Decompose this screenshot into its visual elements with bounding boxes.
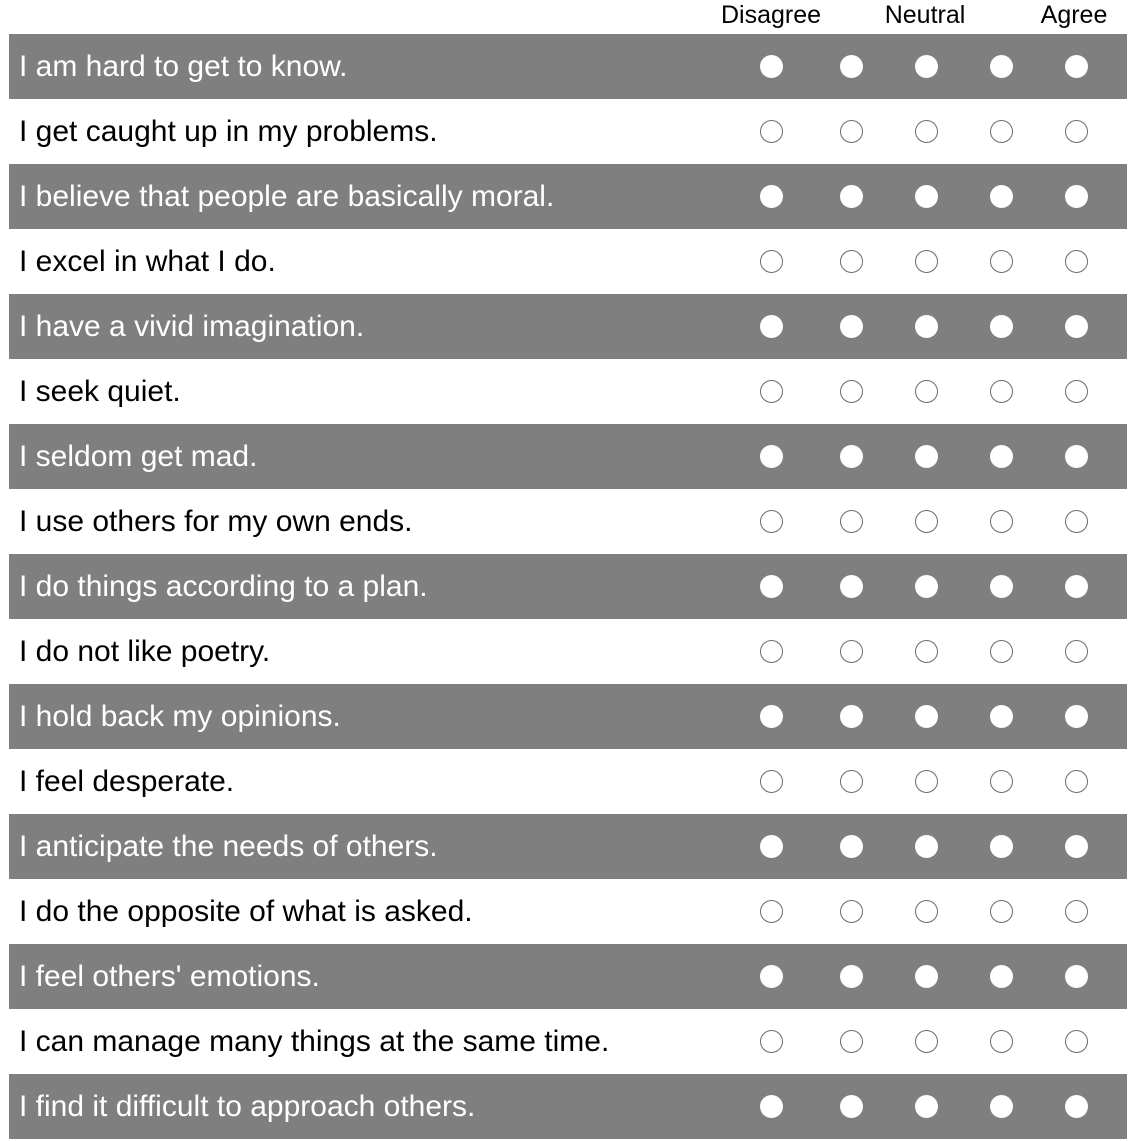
radio-option-5[interactable] <box>1065 445 1088 468</box>
radio-option-2[interactable] <box>840 55 863 78</box>
radio-option-5[interactable] <box>1065 510 1088 533</box>
radio-option-1[interactable] <box>760 445 783 468</box>
radio-option-4[interactable] <box>990 640 1013 663</box>
question-text: I do the opposite of what is asked. <box>19 895 473 928</box>
question-row <box>9 229 1127 294</box>
radio-option-1[interactable] <box>760 640 783 663</box>
radio-option-3[interactable] <box>915 380 938 403</box>
radio-option-5[interactable] <box>1065 1095 1088 1118</box>
question-row <box>9 814 1127 879</box>
question-row <box>9 164 1127 229</box>
question-text: I anticipate the needs of others. <box>19 830 438 863</box>
radio-option-5[interactable] <box>1065 900 1088 923</box>
radio-option-5[interactable] <box>1065 835 1088 858</box>
radio-option-4[interactable] <box>990 835 1013 858</box>
radio-option-2[interactable] <box>840 900 863 923</box>
radio-option-2[interactable] <box>840 770 863 793</box>
radio-option-5[interactable] <box>1065 705 1088 728</box>
radio-option-1[interactable] <box>760 250 783 273</box>
question-row <box>9 619 1127 684</box>
question-text: I hold back my opinions. <box>19 700 341 733</box>
radio-option-1[interactable] <box>760 120 783 143</box>
radio-option-3[interactable] <box>915 705 938 728</box>
scale-label-neutral: Neutral <box>884 1 966 29</box>
question-row <box>9 879 1127 944</box>
radio-option-2[interactable] <box>840 1030 863 1053</box>
radio-option-1[interactable] <box>760 835 783 858</box>
radio-option-2[interactable] <box>840 1095 863 1118</box>
radio-option-3[interactable] <box>915 900 938 923</box>
radio-option-3[interactable] <box>915 835 938 858</box>
radio-option-4[interactable] <box>990 575 1013 598</box>
question-text: I believe that people are basically moral. <box>19 180 555 213</box>
radio-option-3[interactable] <box>915 640 938 663</box>
radio-option-3[interactable] <box>915 965 938 988</box>
radio-option-4[interactable] <box>990 445 1013 468</box>
radio-option-3[interactable] <box>915 55 938 78</box>
radio-option-4[interactable] <box>990 380 1013 403</box>
radio-option-1[interactable] <box>760 900 783 923</box>
radio-option-2[interactable] <box>840 835 863 858</box>
radio-option-4[interactable] <box>990 770 1013 793</box>
radio-option-5[interactable] <box>1065 380 1088 403</box>
radio-option-2[interactable] <box>840 185 863 208</box>
radio-option-5[interactable] <box>1065 55 1088 78</box>
question-text: I get caught up in my problems. <box>19 115 438 148</box>
radio-option-1[interactable] <box>760 965 783 988</box>
radio-option-3[interactable] <box>915 185 938 208</box>
radio-option-2[interactable] <box>840 705 863 728</box>
question-text: I seldom get mad. <box>19 440 258 473</box>
question-text: I do things according to a plan. <box>19 570 428 603</box>
radio-option-2[interactable] <box>840 120 863 143</box>
radio-option-3[interactable] <box>915 250 938 273</box>
radio-option-2[interactable] <box>840 380 863 403</box>
radio-option-5[interactable] <box>1065 250 1088 273</box>
radio-option-5[interactable] <box>1065 120 1088 143</box>
radio-option-3[interactable] <box>915 120 938 143</box>
radio-option-3[interactable] <box>915 575 938 598</box>
question-row <box>9 944 1127 1009</box>
radio-option-4[interactable] <box>990 120 1013 143</box>
radio-option-2[interactable] <box>840 575 863 598</box>
radio-option-1[interactable] <box>760 185 783 208</box>
radio-option-1[interactable] <box>760 705 783 728</box>
question-text: I find it difficult to approach others. <box>19 1090 476 1123</box>
scale-header <box>0 0 1137 34</box>
radio-option-5[interactable] <box>1065 1030 1088 1053</box>
radio-option-2[interactable] <box>840 250 863 273</box>
scale-label-disagree: Disagree <box>720 1 822 29</box>
question-text: I feel others' emotions. <box>19 960 320 993</box>
radio-option-4[interactable] <box>990 315 1013 338</box>
radio-option-5[interactable] <box>1065 315 1088 338</box>
question-text: I excel in what I do. <box>19 245 276 278</box>
question-row <box>9 99 1127 164</box>
radio-option-1[interactable] <box>760 770 783 793</box>
question-row <box>9 359 1127 424</box>
radio-option-1[interactable] <box>760 55 783 78</box>
radio-option-4[interactable] <box>990 1030 1013 1053</box>
radio-option-4[interactable] <box>990 900 1013 923</box>
radio-option-1[interactable] <box>760 510 783 533</box>
radio-option-4[interactable] <box>990 510 1013 533</box>
radio-option-4[interactable] <box>990 965 1013 988</box>
question-text: I seek quiet. <box>19 375 181 408</box>
radio-option-4[interactable] <box>990 185 1013 208</box>
radio-option-1[interactable] <box>760 380 783 403</box>
radio-option-4[interactable] <box>990 250 1013 273</box>
radio-option-1[interactable] <box>760 1030 783 1053</box>
radio-option-4[interactable] <box>990 1095 1013 1118</box>
question-row <box>9 749 1127 814</box>
radio-option-1[interactable] <box>760 315 783 338</box>
question-row <box>9 34 1127 99</box>
radio-option-2[interactable] <box>840 965 863 988</box>
radio-option-2[interactable] <box>840 510 863 533</box>
question-row <box>9 1074 1127 1139</box>
radio-option-3[interactable] <box>915 1095 938 1118</box>
radio-option-1[interactable] <box>760 575 783 598</box>
question-row <box>9 294 1127 359</box>
radio-option-4[interactable] <box>990 55 1013 78</box>
question-text: I feel desperate. <box>19 765 235 798</box>
radio-option-5[interactable] <box>1065 640 1088 663</box>
question-text: I have a vivid imagination. <box>19 310 365 343</box>
radio-option-3[interactable] <box>915 510 938 533</box>
radio-option-4[interactable] <box>990 705 1013 728</box>
question-row <box>9 554 1127 619</box>
radio-option-5[interactable] <box>1065 965 1088 988</box>
radio-option-2[interactable] <box>840 315 863 338</box>
radio-option-1[interactable] <box>760 1095 783 1118</box>
question-text: I use others for my own ends. <box>19 505 413 538</box>
radio-option-5[interactable] <box>1065 185 1088 208</box>
question-row <box>9 684 1127 749</box>
scale-label-agree: Agree <box>1040 1 1108 29</box>
radio-option-2[interactable] <box>840 445 863 468</box>
radio-option-2[interactable] <box>840 640 863 663</box>
radio-option-5[interactable] <box>1065 575 1088 598</box>
radio-option-3[interactable] <box>915 1030 938 1053</box>
question-row <box>9 1009 1127 1074</box>
question-row <box>9 424 1127 489</box>
radio-option-3[interactable] <box>915 770 938 793</box>
radio-option-3[interactable] <box>915 445 938 468</box>
question-row <box>9 489 1127 554</box>
question-text: I do not like poetry. <box>19 635 271 668</box>
radio-option-5[interactable] <box>1065 770 1088 793</box>
question-text: I can manage many things at the same time. <box>19 1025 610 1058</box>
questionnaire-items <box>9 34 1127 1139</box>
radio-option-3[interactable] <box>915 315 938 338</box>
question-text: I am hard to get to know. <box>19 50 348 83</box>
